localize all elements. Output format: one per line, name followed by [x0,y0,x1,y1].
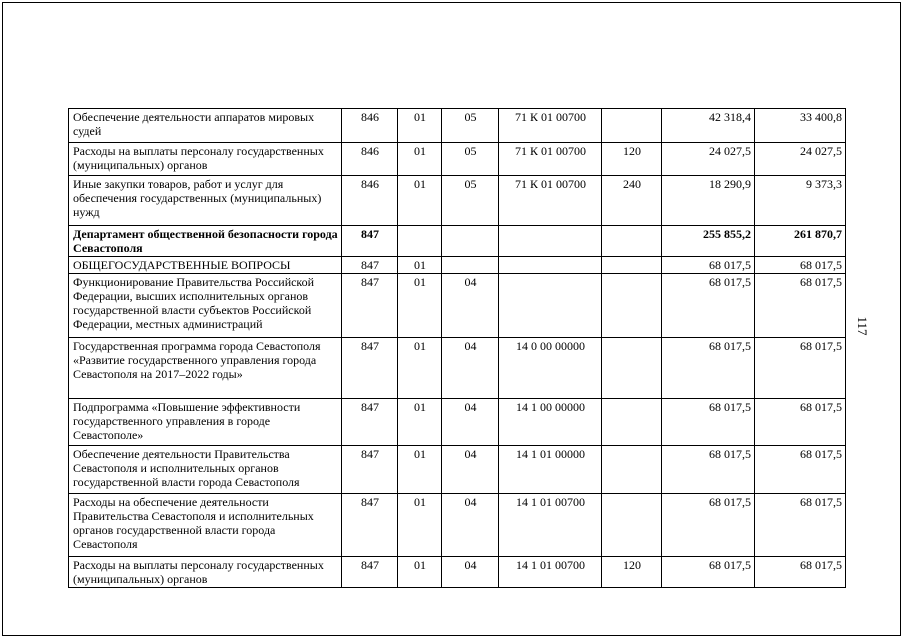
amount-first-year: 68 017,5 [662,274,755,338]
section-code: 01 [398,338,442,399]
section-code [398,226,442,257]
amount-second-year: 68 017,5 [755,338,846,399]
expense-type-code: 240 [602,176,662,226]
budget-table [68,108,846,588]
subsection-code: 04 [442,494,499,557]
table-row [69,399,846,446]
row-name: Обеспечение деятельности Правительства Севастополя и исполнительных органов государственной власти города Севастополя [69,446,342,494]
table-row [69,274,846,338]
expense-type-code [602,109,662,143]
target-article-code: 71 К 01 00700 [499,109,602,143]
ministry-code: 847 [342,557,398,588]
table-row [69,446,846,494]
section-code: 01 [398,109,442,143]
amount-first-year: 68 017,5 [662,257,755,274]
page-number: 117 [855,316,870,336]
ministry-code: 847 [342,446,398,494]
table-row [69,176,846,226]
section-code: 01 [398,257,442,274]
amount-second-year: 68 017,5 [755,399,846,446]
row-name: Обеспечение деятельности аппаратов мировых судей [69,109,342,143]
subsection-code: 04 [442,399,499,446]
amount-first-year: 18 290,9 [662,176,755,226]
expense-type-code [602,338,662,399]
row-name: Иные закупки товаров, работ и услуг для обеспечения государственных (муниципальных) нужд [69,176,342,226]
table-row [69,494,846,557]
amount-first-year: 42 318,4 [662,109,755,143]
subsection-code: 04 [442,338,499,399]
expense-type-code [602,257,662,274]
amount-first-year: 255 855,2 [662,226,755,257]
ministry-code: 846 [342,176,398,226]
target-article-code: 14 1 01 00000 [499,446,602,494]
table-row [69,338,846,399]
row-name: Расходы на выплаты персоналу государственных (муниципальных) органов [69,557,342,588]
target-article-code: 71 К 01 00700 [499,143,602,176]
ministry-code: 847 [342,257,398,274]
expense-type-code: 120 [602,557,662,588]
ministry-code: 846 [342,109,398,143]
table-row [69,557,846,588]
amount-second-year: 68 017,5 [755,494,846,557]
expense-type-code [602,399,662,446]
amount-first-year: 68 017,5 [662,338,755,399]
target-article-code: 14 1 00 00000 [499,399,602,446]
table-row [69,226,846,257]
target-article-code: 14 1 01 00700 [499,557,602,588]
section-code: 01 [398,557,442,588]
section-code: 01 [398,176,442,226]
amount-first-year: 68 017,5 [662,399,755,446]
table-row [69,143,846,176]
row-name: Подпрограмма «Повышение эффективности государственного управления в городе Севастополе» [69,399,342,446]
amount-first-year: 24 027,5 [662,143,755,176]
row-name: Расходы на обеспечение деятельности Правительства Севастополя и исполнительных органов государственной власти города Севастополя [69,494,342,557]
section-code: 01 [398,274,442,338]
ministry-code: 847 [342,274,398,338]
expense-type-code [602,494,662,557]
row-name: ОБЩЕГОСУДАРСТВЕННЫЕ ВОПРОСЫ [69,257,342,274]
target-article-code: 71 К 01 00700 [499,176,602,226]
row-name: Государственная программа города Севастополя «Развитие государственного управления города Севастополя на 2017–2022 годы» [69,338,342,399]
section-code: 01 [398,446,442,494]
expense-type-code: 120 [602,143,662,176]
amount-second-year: 68 017,5 [755,557,846,588]
amount-second-year: 33 400,8 [755,109,846,143]
amount-first-year: 68 017,5 [662,557,755,588]
amount-second-year: 24 027,5 [755,143,846,176]
expense-type-code [602,274,662,338]
subsection-code: 05 [442,176,499,226]
subsection-code: 04 [442,557,499,588]
subsection-code: 05 [442,109,499,143]
row-name: Департамент общественной безопасности города Севастополя [69,226,342,257]
subsection-code: 04 [442,446,499,494]
section-code: 01 [398,143,442,176]
ministry-code: 847 [342,399,398,446]
subsection-code: 05 [442,143,499,176]
target-article-code [499,257,602,274]
section-code: 01 [398,494,442,557]
target-article-code [499,226,602,257]
target-article-code [499,274,602,338]
table-row [69,257,846,274]
ministry-code: 847 [342,494,398,557]
ministry-code: 847 [342,338,398,399]
target-article-code: 14 1 01 00700 [499,494,602,557]
expense-type-code [602,446,662,494]
amount-second-year: 68 017,5 [755,257,846,274]
ministry-code: 846 [342,143,398,176]
amount-first-year: 68 017,5 [662,446,755,494]
subsection-code [442,226,499,257]
ministry-code: 847 [342,226,398,257]
subsection-code [442,257,499,274]
subsection-code: 04 [442,274,499,338]
expense-type-code [602,226,662,257]
amount-second-year: 68 017,5 [755,446,846,494]
amount-second-year: 68 017,5 [755,274,846,338]
row-name: Функционирование Правительства Российской Федерации, высших исполнительных органов государственной власти субъектов Российской Федерации, местных администраций [69,274,342,338]
table-row [69,109,846,143]
target-article-code: 14 0 00 00000 [499,338,602,399]
table-body [69,109,846,588]
section-code: 01 [398,399,442,446]
amount-first-year: 68 017,5 [662,494,755,557]
amount-second-year: 261 870,7 [755,226,846,257]
amount-second-year: 9 373,3 [755,176,846,226]
row-name: Расходы на выплаты персоналу государственных (муниципальных) органов [69,143,342,176]
